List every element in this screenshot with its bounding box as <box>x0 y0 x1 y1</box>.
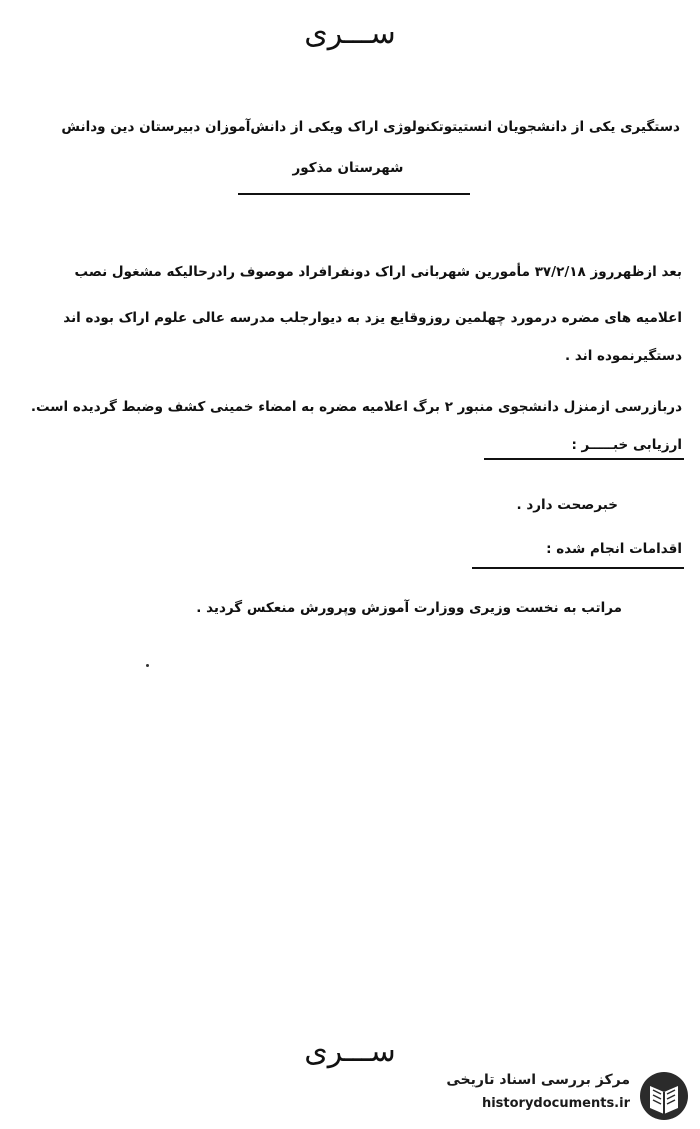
subject-underline <box>238 193 470 195</box>
evaluation-value: خبرصحت دارد . <box>516 497 618 513</box>
book-logo-icon <box>638 1070 690 1122</box>
actions-underline <box>472 567 684 569</box>
subject-line-1: دستگیری یکی از دانشجویان انستیتوتکنولوژی اراک ویکی از دانش‌آموزان دبیرستان دین ودانش <box>61 119 680 135</box>
subject-line-2: شهرستان مذکور <box>292 160 404 176</box>
body-line-4: دربازرسی ازمنزل دانشجوی منبور ۲ برگ اعلامیه مضره به امضاء خمینی کشف وضبط گردیده است. <box>30 399 682 415</box>
ink-speck <box>146 664 149 667</box>
watermark-logo <box>408 1066 694 1124</box>
body-line-3: دستگیرنموده اند . <box>565 348 682 364</box>
evaluation-label: ارزیابی خبـــــر : <box>571 437 682 453</box>
watermark-url: historydocuments.ir <box>481 1096 630 1111</box>
evaluation-underline <box>484 458 684 460</box>
body-line-2: اعلامیه های مضره درمورد چهلمین روزوقایع یزد به دیوارجلب مدرسه عالی علوم اراک بوده اند <box>63 310 682 326</box>
actions-value: مراتب به نخست وزیری ووزارت آموزش وپرورش منعکس گردید . <box>196 600 622 616</box>
actions-label: اقدامات انجام شده : <box>546 541 682 557</box>
body-line-1: بعد ازظهرروز ۳۷/۲/۱۸ مأمورین شهربانی اراک دونفرافراد موصوف رادرحالیکه مشغول نصب <box>74 264 682 280</box>
classification-header: ســـری <box>304 16 396 51</box>
watermark-title: مرکز بررسی اسناد تاریخی <box>446 1072 630 1088</box>
classification-footer: ســـری <box>304 1034 396 1069</box>
